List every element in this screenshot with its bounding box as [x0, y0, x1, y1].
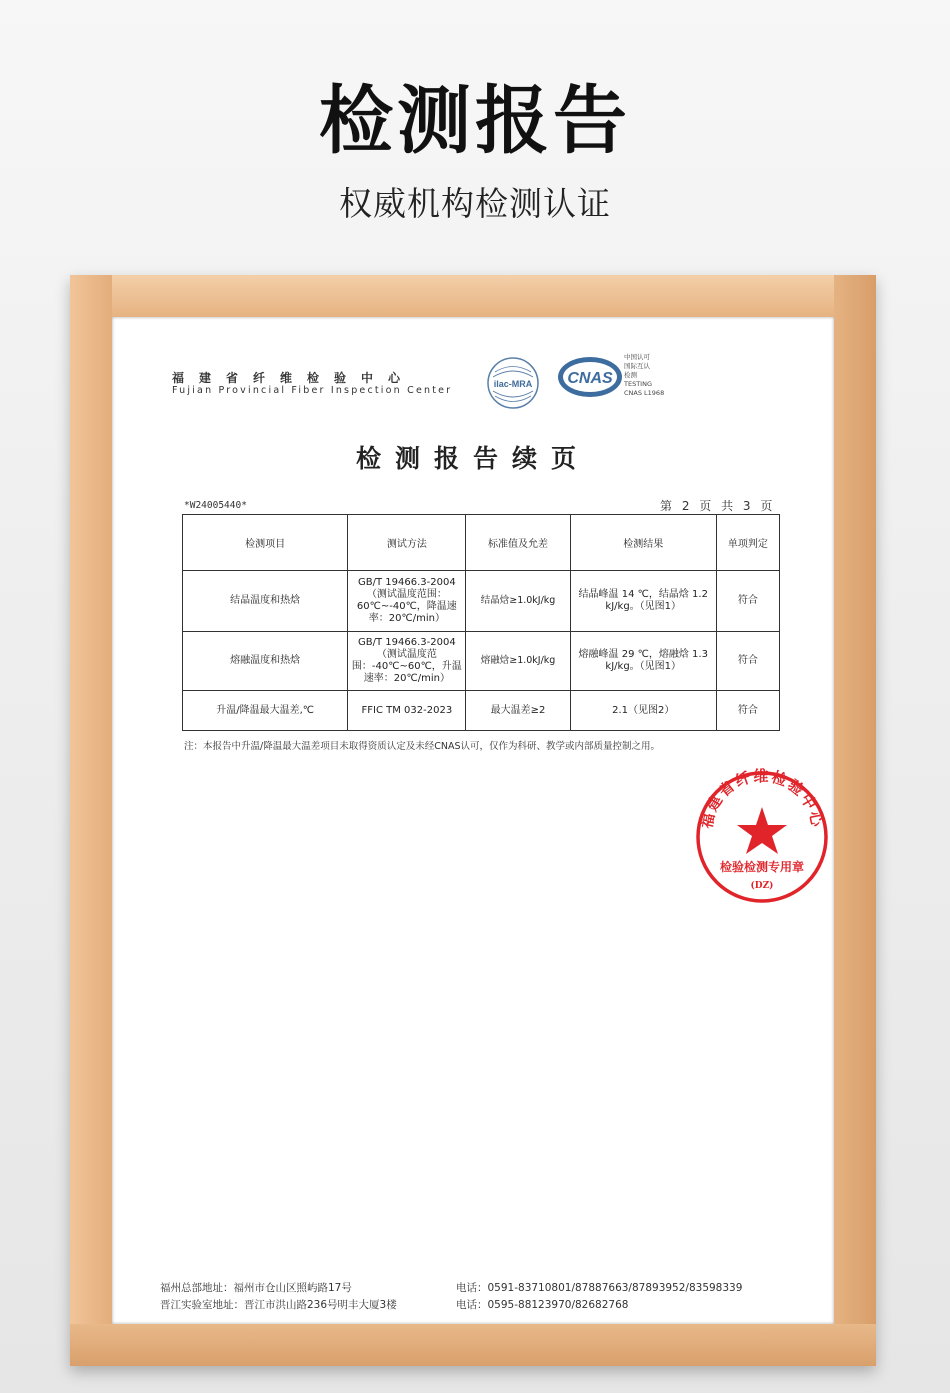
table-row [183, 571, 780, 632]
cell-method: GB/T 19466.3-2004（测试温度范围：60℃~-40℃，降温速率：20℃/min） [348, 571, 466, 632]
header-standard: 标准值及允差 [466, 515, 570, 571]
lab-phone: 电话：0595-88123970/82682768 [456, 1299, 629, 1311]
stamp-purpose-text: 检验检测专用章 [719, 860, 805, 874]
cell-item: 熔融温度和热焓 [183, 632, 348, 691]
report-note: 注：本报告中升温/降温最大温差项目未取得资质认定及未经CNAS认可，仅作为科研、教学或内部质量控制之用。 [184, 741, 660, 752]
header-test-method: 测试方法 [348, 515, 466, 571]
report-document [112, 317, 834, 1324]
hero-title: 检测报告 [319, 78, 631, 164]
ilac-mra-logo [485, 355, 541, 411]
report-footer [160, 1280, 800, 1314]
hq-address: 福州总部地址：福州市仓山区照屿路17号 [160, 1282, 352, 1294]
stamp-org-text: 福建省纤维检验中心 [697, 767, 827, 830]
official-seal-stamp [692, 767, 832, 907]
cell-verdict: 符合 [716, 632, 779, 691]
report-number: *W24005440* [184, 500, 247, 511]
header-result: 检测结果 [570, 515, 716, 571]
cell-item: 结晶温度和热焓 [183, 571, 348, 632]
cnas-accreditation-caption: 中国认可 国际互认 检测 TESTING CNAS L1968 [624, 353, 665, 397]
cell-result: 熔融峰温 29 ℃，熔融焓 1.3 kJ/kg。（见图1） [570, 632, 716, 691]
stamp-code-text: (DZ) [750, 881, 774, 891]
cell-method: FFIC TM 032-2023 [348, 691, 466, 731]
org-name-cn: 福建省纤维检验中心 [172, 371, 416, 385]
cnas-logo-text: CNAS [567, 370, 613, 387]
org-name-en: Fujian Provincial Fiber Inspection Center [172, 385, 453, 396]
lab-address: 晋江实验室地址：晋江市洪山路236号明丰大厦3楼 [160, 1299, 397, 1311]
table-header-row [183, 515, 780, 571]
cell-verdict: 符合 [716, 571, 779, 632]
cell-verdict: 符合 [716, 691, 779, 731]
cell-standard: 熔融焓≥1.0kJ/kg [466, 632, 570, 691]
test-results-table [182, 514, 780, 731]
cell-result: 2.1（见图2） [570, 691, 716, 731]
hero-subtitle: 权威机构检测认证 [339, 184, 611, 223]
cnas-logo [555, 352, 625, 402]
cell-result: 结晶峰温 14 ℃，结晶焓 1.2 kJ/kg。（见图1） [570, 571, 716, 632]
document-title: 检测报告续页 [355, 444, 590, 473]
cell-method: GB/T 19466.3-2004（测试温度范围：-40℃~60℃，升温速率：20℃/min） [348, 632, 466, 691]
hq-phone: 电话：0591-83710801/87887663/87893952/83598339 [456, 1282, 743, 1294]
header-test-item: 检测项目 [183, 515, 348, 571]
page-indicator: 第 2 页 共 3 页 [660, 499, 776, 513]
header-verdict: 单项判定 [716, 515, 779, 571]
cell-standard: 结晶焓≥1.0kJ/kg [466, 571, 570, 632]
cell-standard: 最大温差≥2 [466, 691, 570, 731]
ilac-logo-text: ilac-MRA [493, 379, 533, 389]
table-row [183, 691, 780, 731]
table-row [183, 632, 780, 691]
cell-item: 升温/降温最大温差,℃ [183, 691, 348, 731]
